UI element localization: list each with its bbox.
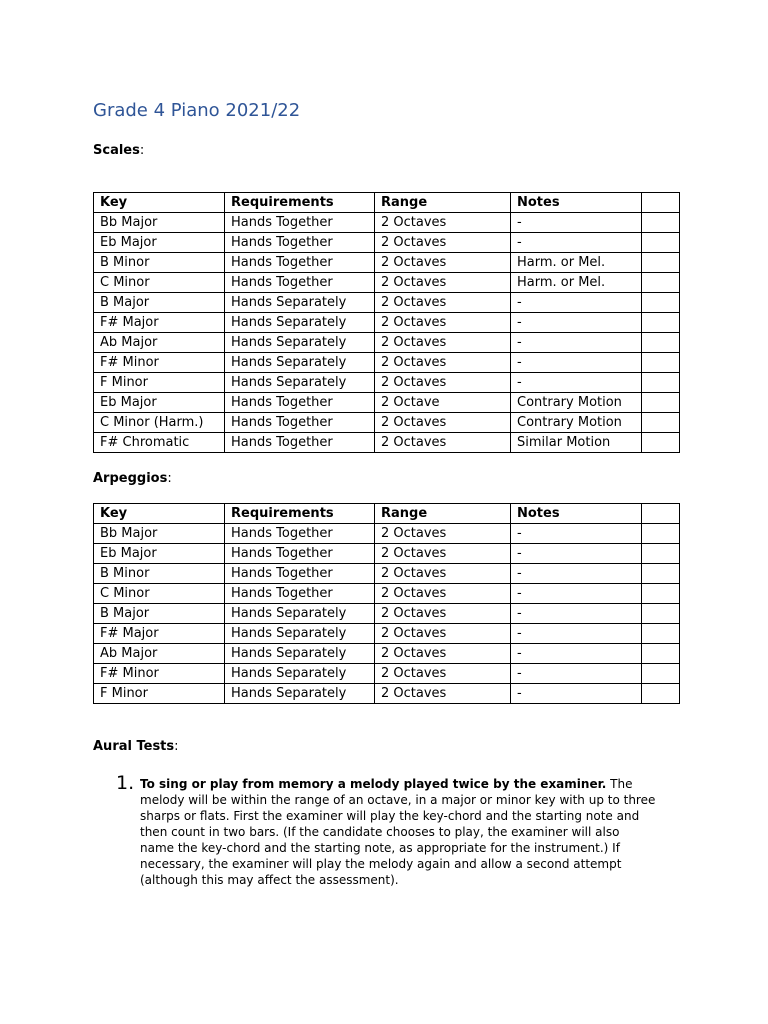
scales-header-row: [94, 193, 680, 213]
scales-heading: Scales:: [93, 143, 145, 158]
aural-test-bold-text: To sing or play from memory a melody played twice by the examiner.: [140, 777, 607, 791]
column-header-key: Key: [94, 193, 225, 213]
table-row: [94, 273, 680, 293]
cell-notes: -: [511, 233, 642, 253]
cell-notes: -: [511, 684, 642, 704]
column-header-notes: Notes: [511, 504, 642, 524]
column-header-requirements: Requirements: [225, 193, 375, 213]
cell-notes: -: [511, 313, 642, 333]
aural-test-item: [116, 772, 656, 888]
cell-blank: [642, 624, 680, 644]
cell-requirements: Hands Together: [225, 413, 375, 433]
cell-blank: [642, 544, 680, 564]
cell-key: F Minor: [94, 373, 225, 393]
cell-notes: -: [511, 644, 642, 664]
cell-notes: -: [511, 293, 642, 313]
arpeggios-header-row: [94, 504, 680, 524]
cell-range: 2 Octaves: [375, 564, 511, 584]
cell-blank: [642, 564, 680, 584]
cell-requirements: Hands Separately: [225, 684, 375, 704]
cell-range: 2 Octaves: [375, 333, 511, 353]
cell-key: Bb Major: [94, 524, 225, 544]
cell-notes: Harm. or Mel.: [511, 273, 642, 293]
cell-range: 2 Octaves: [375, 664, 511, 684]
cell-key: B Minor: [94, 253, 225, 273]
cell-key: C Minor (Harm.): [94, 413, 225, 433]
cell-range: 2 Octaves: [375, 253, 511, 273]
table-row: [94, 544, 680, 564]
table-row: [94, 253, 680, 273]
cell-requirements: Hands Together: [225, 564, 375, 584]
cell-blank: [642, 273, 680, 293]
cell-notes: -: [511, 333, 642, 353]
cell-range: 2 Octaves: [375, 353, 511, 373]
cell-notes: -: [511, 373, 642, 393]
table-row: [94, 313, 680, 333]
aural-tests-label: Aural Tests: [93, 739, 175, 754]
aural-tests-heading: Aural Tests:: [93, 739, 179, 754]
table-row: [94, 413, 680, 433]
cell-requirements: Hands Separately: [225, 313, 375, 333]
cell-requirements: Hands Together: [225, 524, 375, 544]
cell-notes: Harm. or Mel.: [511, 253, 642, 273]
column-header-requirements: Requirements: [225, 504, 375, 524]
column-header-blank: [642, 504, 680, 524]
aural-test-number: 1.: [116, 772, 135, 794]
table-row: [94, 213, 680, 233]
cell-blank: [642, 604, 680, 624]
cell-range: 2 Octaves: [375, 293, 511, 313]
cell-blank: [642, 333, 680, 353]
arpeggios-table-body: [94, 524, 680, 704]
cell-range: 2 Octaves: [375, 213, 511, 233]
table-row: [94, 624, 680, 644]
table-row: [94, 584, 680, 604]
cell-range: 2 Octaves: [375, 584, 511, 604]
table-row: [94, 604, 680, 624]
cell-range: 2 Octaves: [375, 684, 511, 704]
cell-key: F# Major: [94, 624, 225, 644]
cell-requirements: Hands Together: [225, 544, 375, 564]
cell-notes: -: [511, 584, 642, 604]
scales-table-body: [94, 213, 680, 453]
cell-key: B Major: [94, 293, 225, 313]
table-row: [94, 644, 680, 664]
column-header-notes: Notes: [511, 193, 642, 213]
cell-key: Bb Major: [94, 213, 225, 233]
cell-blank: [642, 584, 680, 604]
cell-notes: -: [511, 664, 642, 684]
cell-requirements: Hands Separately: [225, 624, 375, 644]
cell-notes: Similar Motion: [511, 433, 642, 453]
cell-requirements: Hands Together: [225, 213, 375, 233]
aural-test-body-text: The melody will be within the range of an octave, in a major or minor key with up to three sharps or flats. First the examiner will play the key-chord and the starting note and then count in two bars. (If the candidate chooses to play, the examiner will also name the key-chord and the starting note, as appropriate for the instrument.) If necessary, the examiner will play the melody again and allow a second attempt (although this may affect the assessment).: [140, 777, 656, 887]
cell-key: F# Minor: [94, 664, 225, 684]
cell-range: 2 Octaves: [375, 624, 511, 644]
table-row: [94, 233, 680, 253]
cell-notes: -: [511, 353, 642, 373]
table-row: [94, 393, 680, 413]
table-row: [94, 333, 680, 353]
cell-range: 2 Octaves: [375, 273, 511, 293]
cell-range: 2 Octaves: [375, 524, 511, 544]
cell-range: 2 Octaves: [375, 233, 511, 253]
table-row: [94, 684, 680, 704]
cell-key: C Minor: [94, 584, 225, 604]
cell-key: Eb Major: [94, 233, 225, 253]
column-header-blank: [642, 193, 680, 213]
cell-requirements: Hands Separately: [225, 664, 375, 684]
cell-key: Eb Major: [94, 544, 225, 564]
cell-range: 2 Octave: [375, 393, 511, 413]
cell-notes: -: [511, 213, 642, 233]
cell-requirements: Hands Separately: [225, 353, 375, 373]
cell-notes: -: [511, 544, 642, 564]
cell-blank: [642, 664, 680, 684]
aural-test-description: [140, 776, 656, 888]
cell-range: 2 Octaves: [375, 544, 511, 564]
cell-key: Ab Major: [94, 333, 225, 353]
cell-key: C Minor: [94, 273, 225, 293]
cell-blank: [642, 644, 680, 664]
cell-range: 2 Octaves: [375, 313, 511, 333]
cell-requirements: Hands Separately: [225, 604, 375, 624]
cell-requirements: Hands Together: [225, 433, 375, 453]
cell-key: F# Major: [94, 313, 225, 333]
cell-key: F# Chromatic: [94, 433, 225, 453]
cell-blank: [642, 684, 680, 704]
cell-requirements: Hands Separately: [225, 373, 375, 393]
cell-requirements: Hands Separately: [225, 293, 375, 313]
cell-requirements: Hands Separately: [225, 333, 375, 353]
cell-range: 2 Octaves: [375, 373, 511, 393]
cell-requirements: Hands Together: [225, 233, 375, 253]
cell-blank: [642, 293, 680, 313]
cell-range: 2 Octaves: [375, 644, 511, 664]
arpeggios-heading: Arpeggios:: [93, 471, 172, 486]
arpeggios-label: Arpeggios: [93, 471, 168, 486]
table-row: [94, 353, 680, 373]
cell-range: 2 Octaves: [375, 413, 511, 433]
cell-blank: [642, 373, 680, 393]
column-header-key: Key: [94, 504, 225, 524]
cell-key: B Minor: [94, 564, 225, 584]
cell-notes: -: [511, 604, 642, 624]
column-header-range: Range: [375, 504, 511, 524]
cell-blank: [642, 413, 680, 433]
cell-blank: [642, 393, 680, 413]
table-row: [94, 433, 680, 453]
cell-key: F# Minor: [94, 353, 225, 373]
cell-key: F Minor: [94, 684, 225, 704]
cell-requirements: Hands Together: [225, 273, 375, 293]
cell-notes: -: [511, 624, 642, 644]
cell-key: Ab Major: [94, 644, 225, 664]
table-row: [94, 564, 680, 584]
cell-range: 2 Octaves: [375, 604, 511, 624]
table-row: [94, 524, 680, 544]
cell-blank: [642, 433, 680, 453]
arpeggios-table: [93, 503, 680, 704]
page-title: Grade 4 Piano 2021/22: [93, 100, 301, 121]
cell-requirements: Hands Together: [225, 584, 375, 604]
cell-blank: [642, 233, 680, 253]
scales-label: Scales: [93, 143, 140, 158]
cell-key: B Major: [94, 604, 225, 624]
cell-blank: [642, 524, 680, 544]
cell-blank: [642, 313, 680, 333]
cell-notes: Contrary Motion: [511, 393, 642, 413]
scales-table: [93, 192, 680, 453]
cell-blank: [642, 353, 680, 373]
column-header-range: Range: [375, 193, 511, 213]
table-row: [94, 664, 680, 684]
cell-key: Eb Major: [94, 393, 225, 413]
cell-blank: [642, 253, 680, 273]
cell-range: 2 Octaves: [375, 433, 511, 453]
table-row: [94, 373, 680, 393]
table-row: [94, 293, 680, 313]
cell-notes: -: [511, 564, 642, 584]
cell-requirements: Hands Together: [225, 393, 375, 413]
cell-notes: Contrary Motion: [511, 413, 642, 433]
cell-blank: [642, 213, 680, 233]
cell-notes: -: [511, 524, 642, 544]
cell-requirements: Hands Together: [225, 253, 375, 273]
cell-requirements: Hands Separately: [225, 644, 375, 664]
